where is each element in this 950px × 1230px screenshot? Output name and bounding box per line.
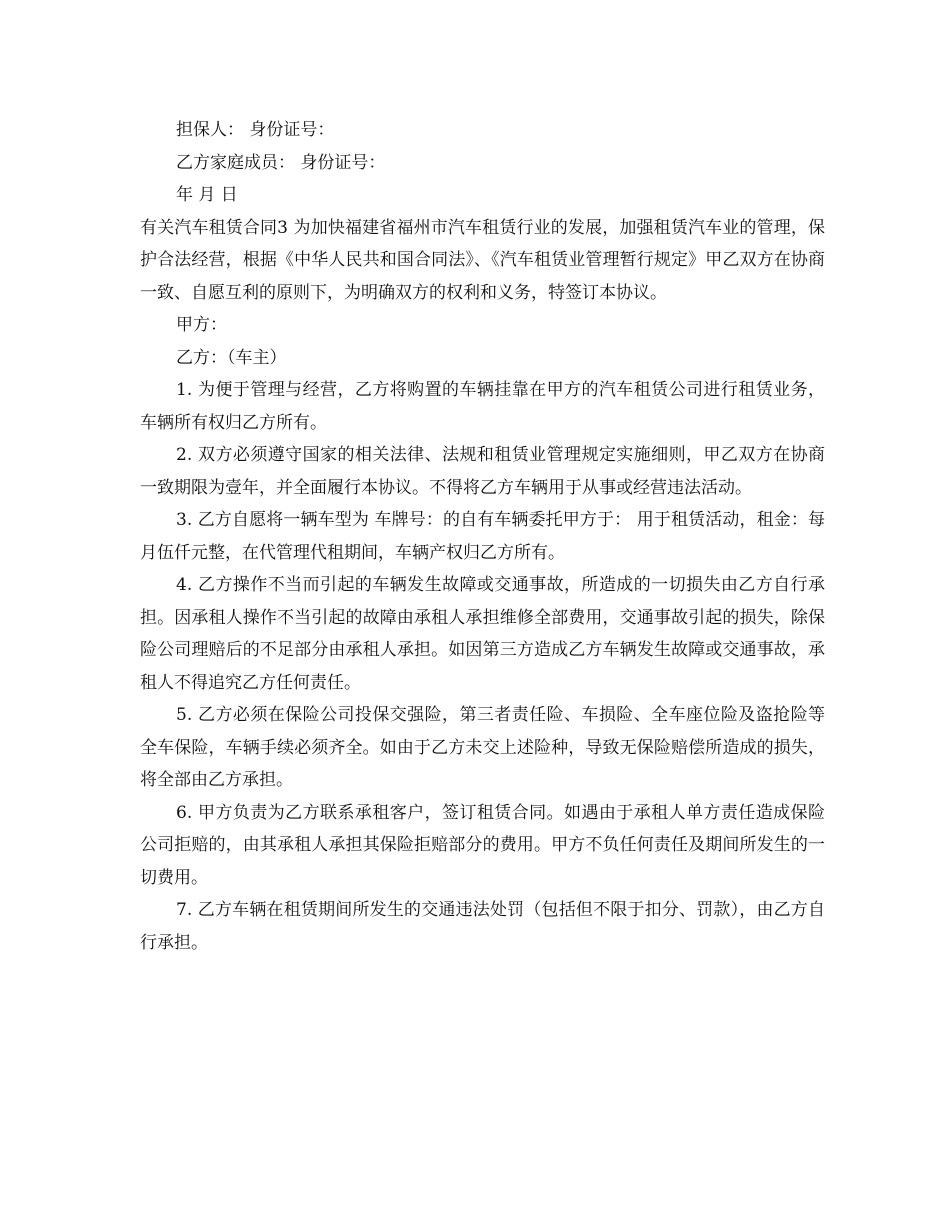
clause-2: 2. 双方必须遵守国家的相关法律、法规和租赁业管理规定实施细则，甲乙双方在协商一致期限为壹年，并全面履行本协议。不得将乙方车辆用于从事或经营违法活动。 xyxy=(140,445,825,498)
date-line: 年 月 日 xyxy=(176,185,238,205)
clause-7: 7. 乙方车辆在租赁期间所发生的交通违法处罚（包括但不限于扣分、罚款），由乙方自行承担。 xyxy=(140,900,825,953)
clause-1: 1. 为便于管理与经营，乙方将购置的车辆挂靠在甲方的汽车租赁公司进行租赁业务，车辆所有权归乙方所有。 xyxy=(140,380,825,433)
clause-3: 3. 乙方自愿将一辆车型为 车牌号：的自有车辆委托甲方于： 用于租赁活动，租金：每月伍仟元整，在代管理代租期间，车辆产权归乙方所有。 xyxy=(140,510,825,563)
party-a-line: 甲方： xyxy=(176,315,227,335)
clause-4: 4. 乙方操作不当而引起的车辆发生故障或交通事故，所造成的一切损失由乙方自行承担。因承租人操作不当引起的故障由承租人承担维修全部费用，交通事故引起的损失，除保险公司理赔后的不足部分由承租人承担。如因第三方造成乙方车辆发生故障或交通事故，承租人不得追究乙方任何责任。 xyxy=(140,575,825,693)
clause-5: 5. 乙方必须在保险公司投保交强险，第三者责任险、车损险、全车座位险及盗抢险等全车保险，车辆手续必须齐全。如由于乙方未交上述险种，导致无保险赔偿所造成的损失，将全部由乙方承担。 xyxy=(140,705,825,790)
document-body xyxy=(140,114,825,959)
clause-6: 6. 甲方负责为乙方联系承租客户，签订租赁合同。如遇由于承租人单方责任造成保险公司拒赔的，由其承租人承担其保险拒赔部分的费用。甲方不负任何责任及期间所发生的一切费用。 xyxy=(140,802,825,888)
guarantor-line: 担保人： 身份证号： xyxy=(176,120,335,140)
family-member-line: 乙方家庭成员： 身份证号： xyxy=(176,152,386,173)
party-b-line: 乙方：（车主） xyxy=(176,347,287,368)
contract-intro-paragraph: 有关汽车租赁合同3 为加快福建省福州市汽车租赁行业的发展，加强租赁汽车业的管理，保护合法经营，根据《中华人民共和国合同法》、《汽车租赁业管理暂行规定》甲乙双方在协商一致、自愿互利的原则下，为明确双方的权利和义务，特签订本协议。 xyxy=(140,217,825,303)
